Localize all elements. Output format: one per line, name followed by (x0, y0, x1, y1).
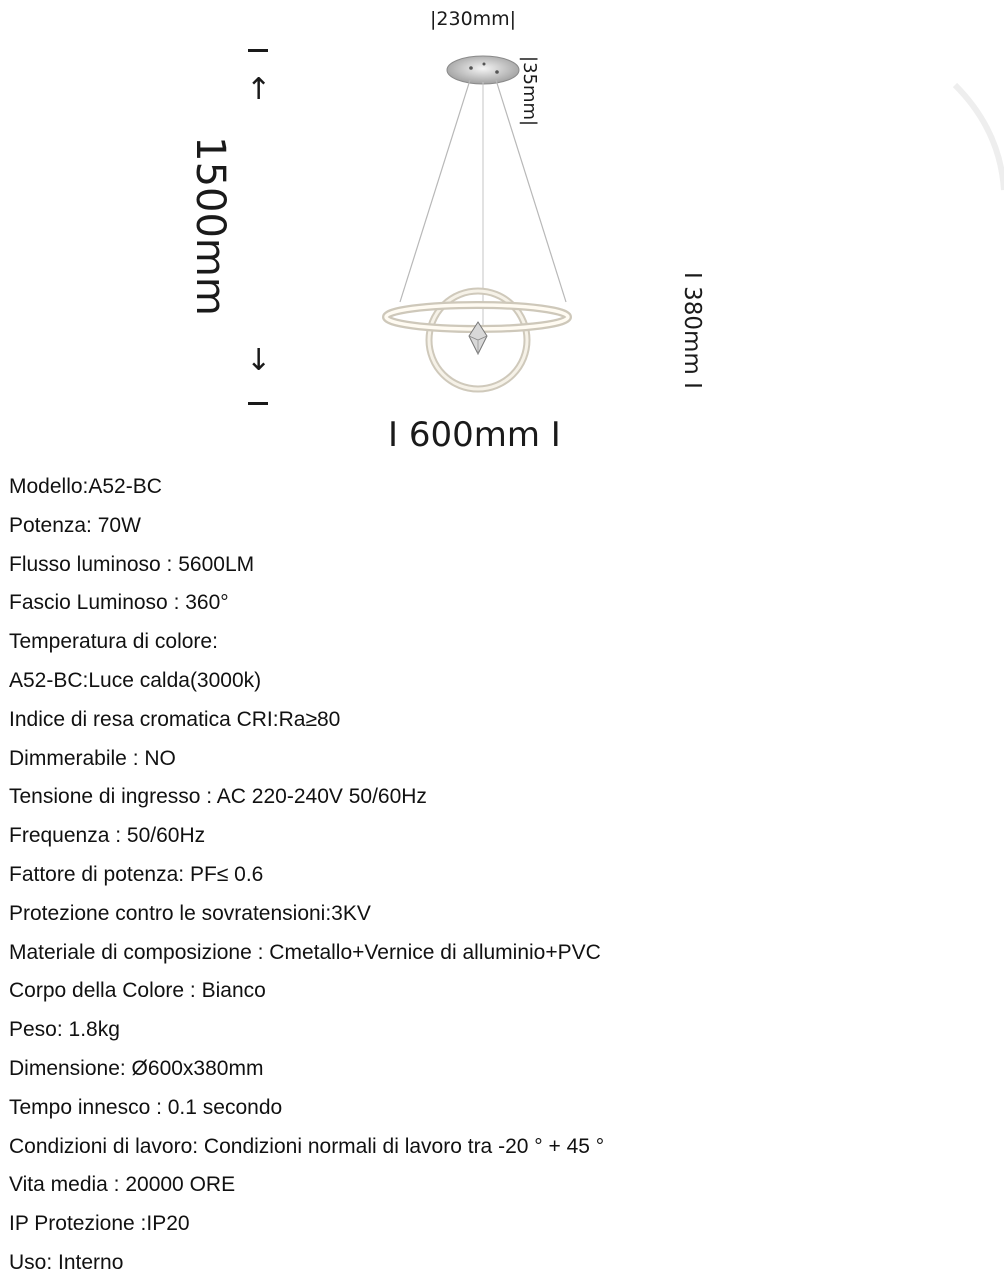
suspension-cable (400, 80, 470, 302)
lamp-height-label: I 380mm I (679, 272, 705, 389)
spec-material: Materiale di composizione : Cmetallo+Vernice di alluminio+PVC (9, 940, 601, 964)
spec-luminous-flux: Flusso luminoso : 5600LM (9, 552, 255, 576)
spec-color-temperature-heading: Temperatura di colore: (9, 630, 218, 654)
spec-power: Potenza: 70W (9, 513, 141, 537)
canopy-width-label: |230mm| (430, 8, 517, 30)
spec-beam-angle: Fascio Luminoso : 360° (9, 591, 229, 615)
lamp-dimension-diagram (0, 0, 1004, 470)
dim-bar-top (248, 49, 268, 52)
spec-body-color: Corpo della Colore : Bianco (9, 979, 266, 1003)
spec-color-temperature: A52-BC:Luce calda(3000k) (9, 668, 262, 692)
spec-input-voltage: Tensione di ingresso : AC 220-240V 50/60Hz (9, 785, 427, 809)
spec-dimensions: Dimensione: Ø600x380mm (9, 1056, 264, 1080)
lamp-diameter-label: I 600mm I (388, 415, 561, 455)
spec-surge-protection: Protezione contro le sovratensioni:3KV (9, 901, 371, 925)
spec-list (9, 468, 999, 1283)
spec-working-conditions: Condizioni di lavoro: Condizioni normali di lavoro tra -20 ° + 45 ° (9, 1134, 605, 1158)
spec-lifespan: Vita media : 20000 ORE (9, 1173, 236, 1197)
spec-cri: Indice di resa cromatica CRI:Ra≥80 (9, 707, 341, 731)
spec-start-time: Tempo innesco : 0.1 secondo (9, 1095, 283, 1119)
dim-bar-bottom (248, 402, 268, 405)
arrow-up-icon: ↑ (246, 72, 272, 107)
spec-ip-rating: IP Protezione :IP20 (9, 1212, 190, 1236)
suspension-height-label: 1500mm (187, 136, 233, 316)
spec-frequency: Frequenza : 50/60Hz (9, 824, 206, 848)
spec-model: Modello:A52-BC (9, 475, 162, 498)
spec-power-factor: Fattore di potenza: PF≤ 0.6 (9, 862, 264, 886)
ceiling-canopy (447, 56, 519, 84)
spec-usage: Uso: Interno (9, 1250, 124, 1274)
canopy-height-label: |35mm| (519, 56, 540, 127)
spec-weight: Peso: 1.8kg (9, 1018, 120, 1042)
arrow-down-icon: ↓ (246, 343, 272, 378)
spec-dimmable: Dimmerabile : NO (9, 746, 176, 770)
lamp-drawing (0, 0, 1004, 470)
